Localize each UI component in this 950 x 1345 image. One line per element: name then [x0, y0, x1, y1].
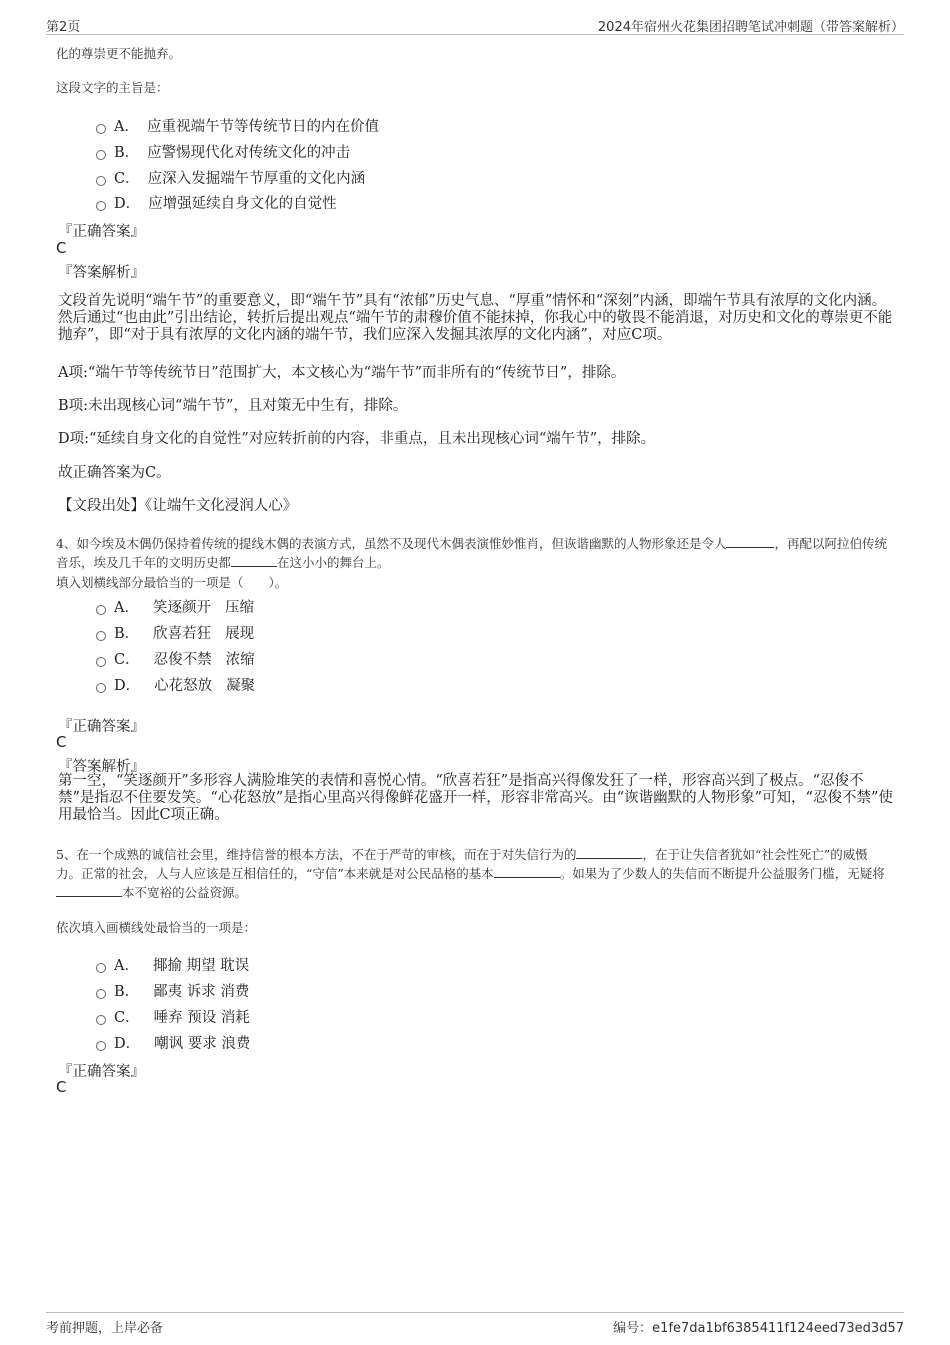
- q5-blank-1: [576, 845, 642, 859]
- page-footer: [46, 1312, 904, 1335]
- q5-answer-label: 『正确答案』: [58, 1064, 145, 1080]
- radio-icon[interactable]: [96, 657, 106, 667]
- q5-option-c[interactable]: [96, 1006, 250, 1027]
- q3-answer: C: [56, 239, 67, 257]
- option-word-2: 凝聚: [226, 678, 256, 694]
- option-letter: A．: [114, 600, 139, 616]
- option-letter: C．: [114, 171, 140, 187]
- q3-analysis-d: D项:“延续自身文化的自觉性”对应转折前的内容，非重点，且未出现核心词“端午节”，排除。: [58, 431, 656, 447]
- q5-blank-3: [56, 883, 122, 897]
- page-number: 第2页: [46, 20, 81, 35]
- q3-option-d[interactable]: [96, 192, 337, 213]
- radio-icon[interactable]: [96, 605, 106, 615]
- radio-icon[interactable]: [96, 176, 106, 186]
- option-word-1: 欣喜若狂: [153, 626, 212, 642]
- radio-icon[interactable]: [96, 201, 106, 211]
- option-word-1: 忍俊不禁: [153, 652, 212, 668]
- q5-stem-part4: 本不宽裕的公益资源。: [122, 885, 248, 900]
- q5-option-b[interactable]: [96, 980, 249, 1001]
- q5-stem: [56, 845, 892, 902]
- option-text: 唾弃 预设 消耗: [153, 1010, 250, 1026]
- q5-option-d[interactable]: [96, 1032, 250, 1053]
- q4-stem-part3: 在这小小的舞台上。: [277, 555, 390, 570]
- q3-analysis-label: 『答案解析』: [58, 265, 145, 281]
- q5-stem-part1: 5、在一个成熟的诚信社会里，维持信誉的根本方法，不在于严苛的审核，而在于对失信行为的: [56, 847, 577, 862]
- document-title: 2024年宿州火花集团招聘笔试冲刺题（带答案解析）: [597, 20, 904, 35]
- option-letter: D．: [114, 1036, 141, 1052]
- q4-blank-1: [726, 534, 774, 548]
- q5-answer: C: [56, 1078, 67, 1096]
- option-word-1: 心花怒放: [154, 678, 213, 694]
- q5-option-a[interactable]: [96, 954, 249, 975]
- option-text: 应重视端午节等传统节日的内在价值: [146, 119, 379, 135]
- option-word-2: 压缩: [224, 600, 254, 616]
- option-word-2: 浓缩: [225, 652, 255, 668]
- q3-stem-continuation: 化的尊崇更不能抛弃。: [56, 46, 182, 61]
- radio-icon[interactable]: [96, 1041, 106, 1051]
- option-letter: D．: [114, 678, 141, 694]
- option-letter: A．: [114, 119, 139, 135]
- option-letter: B．: [114, 145, 140, 161]
- q3-option-a[interactable]: [96, 115, 379, 136]
- q4-option-c[interactable]: [96, 648, 255, 669]
- q3-analysis-conclusion: 故正确答案为C。: [58, 465, 171, 481]
- q3-analysis-a: A项:“端午节等传统节日”范围扩大，本文核心为“端午节”而非所有的“传统节日”，排除。: [58, 365, 626, 381]
- radio-icon[interactable]: [96, 989, 106, 999]
- option-text: 嘲讽 要求 浪费: [154, 1036, 251, 1052]
- option-letter: C．: [114, 1010, 140, 1026]
- q5-prompt: 依次填入画横线处最恰当的一项是：: [56, 920, 257, 935]
- q4-stem: [56, 534, 892, 572]
- q5-stem-part3: 。如果为了少数人的失信而不断提升公益服务门槛，无疑将: [559, 866, 885, 881]
- radio-icon[interactable]: [96, 124, 106, 134]
- option-letter: C．: [114, 652, 140, 668]
- radio-icon[interactable]: [96, 631, 106, 641]
- option-word-1: 笑逐颜开: [152, 600, 211, 616]
- radio-icon[interactable]: [96, 683, 106, 693]
- q4-blank-2: [231, 553, 277, 567]
- option-letter: B．: [114, 984, 140, 1000]
- q4-option-a[interactable]: [96, 596, 254, 617]
- q3-analysis-main: 文段首先说明“端午节”的重要意义，即“端午节”具有“浓郁”历史气息、“厚重”情怀和“深刻”内涵，即端午节具有浓厚的文化内涵。然后通过“也由此”引出结论，转折后提出观点“端午节的肃穆价值不能抹掉，你我心中的敬畏不能消退，对历史和文化的尊崇更不能抛弃”，即“对于具有浓厚的文化内涵的端午节，我们应深入发掘其浓厚的文化内涵”，对应C项。: [58, 293, 893, 343]
- q3-analysis-b: B项:未出现核心词“端午节”，且对策无中生有，排除。: [58, 398, 408, 414]
- q4-option-b[interactable]: [96, 622, 254, 643]
- option-letter: B．: [114, 626, 140, 642]
- option-text: 揶揄 期望 耽误: [152, 958, 250, 974]
- footer-slogan: 考前押题，上岸必备: [46, 1321, 164, 1336]
- option-text: 应警惕现代化对传统文化的冲击: [147, 145, 351, 161]
- radio-icon[interactable]: [96, 963, 106, 973]
- q3-option-c[interactable]: [96, 167, 365, 188]
- q4-prompt: 填入划横线部分最恰当的一项是（ ）。: [56, 575, 288, 590]
- q3-source: 【文段出处】《让端午文化浸润人心》: [58, 498, 298, 514]
- option-letter: D．: [114, 196, 141, 212]
- q3-answer-label: 『正确答案』: [58, 224, 145, 240]
- q4-stem-part1: 4、如今埃及木偶仍保持着传统的提线木偶的表演方式，虽然不及现代木偶表演惟妙惟肖，但诙谐幽默的人物形象还是令人: [56, 536, 727, 551]
- q5-blank-2: [494, 864, 560, 878]
- option-letter: A．: [114, 958, 139, 974]
- q3-prompt: 这段文字的主旨是：: [56, 80, 169, 95]
- q5-stem-part2: ，在于让失信者犹如“社会性死亡”的威慑力。正常的社会，人与人应该是互相信任的，“守信”本来就是对公民品格的基本: [56, 847, 868, 881]
- q4-answer-label: 『正确答案』: [58, 719, 145, 735]
- q4-answer: C: [56, 733, 67, 751]
- option-text: 应增强延续自身文化的自觉性: [148, 196, 337, 212]
- option-word-2: 展现: [225, 626, 255, 642]
- radio-icon[interactable]: [96, 150, 106, 160]
- q4-stem-part2: ，再配以阿拉伯传统音乐，埃及几千年的文明历史都: [56, 536, 887, 570]
- q4-option-d[interactable]: [96, 674, 255, 695]
- option-text: 应深入发掘端午节厚重的文化内涵: [147, 171, 366, 187]
- q4-analysis: 第一空，“笑逐颜开”多形容人满脸堆笑的表情和喜悦心情。“欣喜若狂”是指高兴得像发狂了一样，形容高兴到了极点。“忍俊不禁”是指忍不住要发笑。“心花怒放”是指心里高兴得像鲜花盛开一样，形容非常高兴。由“诙谐幽默的人物形象”可知，“忍俊不禁”使用最恰当。因此C项正确。: [58, 773, 893, 823]
- option-text: 鄙夷 诉求 消费: [153, 984, 250, 1000]
- q3-option-b[interactable]: [96, 141, 350, 162]
- document-code: 编号：e1fe7da1bf6385411f124eed73ed3d57: [613, 1321, 904, 1336]
- q4-analysis-label: 『答案解析』: [58, 759, 145, 775]
- page-header: [46, 14, 904, 35]
- radio-icon[interactable]: [96, 1015, 106, 1025]
